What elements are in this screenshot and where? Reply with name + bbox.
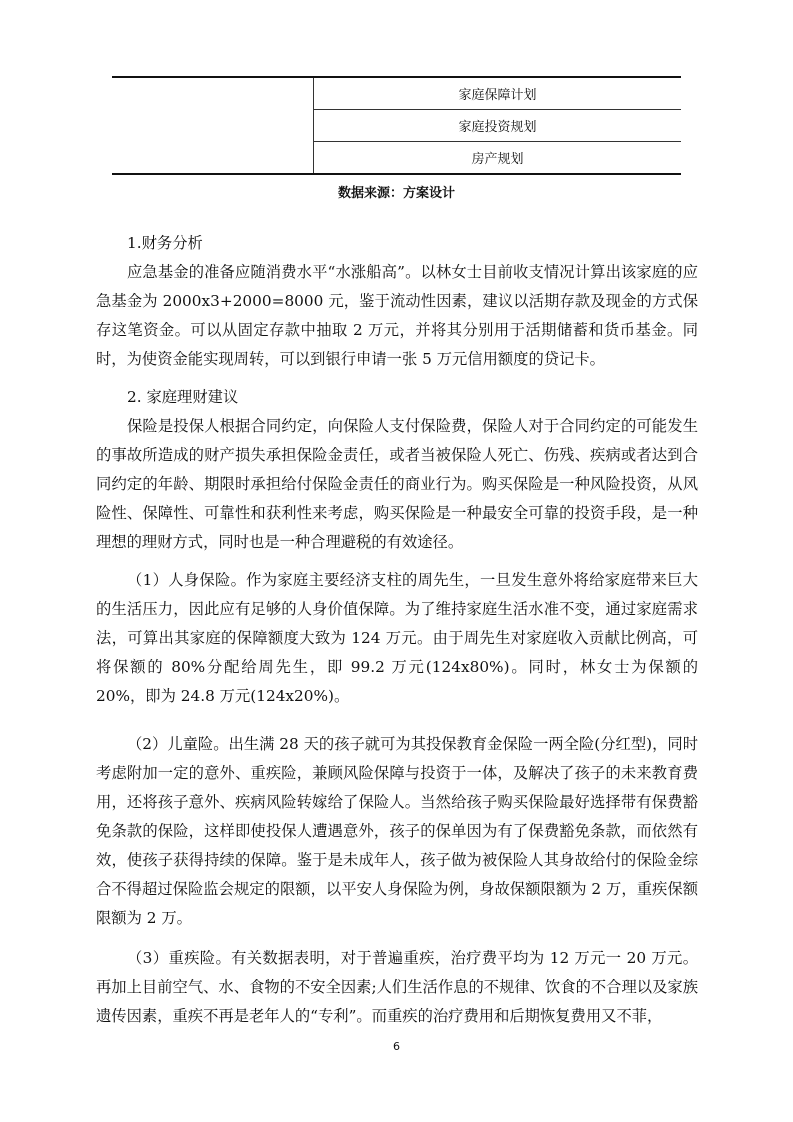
table-cell: 家庭保障计划 [314, 77, 682, 110]
page-number: 6 [393, 1040, 400, 1053]
table-cell: 房产规划 [314, 142, 682, 175]
paragraph-child-insurance: （2）儿童险。出生满 28 天的孩子就可为其投保教育金保险一两全险(分红型)，同时考虑附加一定的意外、重疾险，兼顾风险保障与投资于一体，及解决了孩子的未来教育费用，还将孩子意外、疾病风险转嫁给了保险人。当然给孩子购买保险最好选择带有保费豁免条款的保险，这样即使投保人遭遇意外，孩子的保单因为有了保费豁免条款，而依然有效，使孩子获得持续的保障。鉴于是未成年人，孩子做为被保险人其身故给付的保险金综合不得超过保险监会规定的限额，以平安人身保险为例，身故保额限额为 2 万，重疾保额限额为 2 万。 [96, 735, 698, 927]
paragraph-insurance-intro: 保险是投保人根据合同约定，向保险人支付保险费，保险人对于合同约定的可能发生的事故所造成的财产损失承担保险金责任，或者当被保险人死亡、伤残、疾病或者达到合同约定的年龄、期限时承担给付保险金责任的商业行为。购买保险是一种风险投资，从风险性、保障性、可靠性和获利性来考虑，购买保险是一种最安全可靠的投资手段，是一种理想的理财方式，同时也是一种合理避税的有效途径。 [96, 417, 698, 551]
section-heading-financial-analysis: 1.财务分析 [127, 234, 203, 252]
table-cell: 家庭投资规划 [314, 110, 682, 142]
table-caption: 数据来源：方案设计 [337, 186, 455, 201]
paragraph-critical-illness: （3）重疾险。有关数据表明，对于普遍重疾，治疗费平均为 12 万元一 20 万元。再加上目前空气、水、食物的不安全因素;人们生活作息的不规律、饮食的不合理以及家族遗传因素，重疾不再是老年人的“专利”。而重疾的治疗费用和后期恢复费用又不菲， [96, 949, 698, 1025]
table-empty-cell [112, 77, 314, 174]
paragraph-emergency-fund: 应急基金的准备应随消费水平“水涨船高”。以林女士目前收支情况计算出该家庭的应急基金为 2000x3+2000=8000 元，鉴于流动性因素，建议以活期存款及现金的方式保存这笔资金。可以从固定存款中抽取 2 万元，并将其分别用于活期储蓄和货币基金。同时，为使资金能实现周转，可以到银行申请一张 5 万元信用额度的贷记卡。 [96, 263, 698, 368]
paragraph-life-insurance: （1）人身保险。作为家庭主要经济支柱的周先生，一旦发生意外将给家庭带来巨大的生活压力，因此应有足够的人身价值保障。为了维持家庭生活水准不变，通过家庭需求法，可算出其家庭的保障额度大致为 124 万元。由于周先生对家庭收入贡献比例高，可将保额的 80%分配给周先生，即 99.2 万元(124x80%)。同时，林女士为保额的 20%，即为 24.8 万元(124x20%)。 [96, 571, 698, 705]
section-heading-advice: 2. 家庭理财建议 [127, 388, 239, 406]
plan-table [112, 76, 681, 175]
